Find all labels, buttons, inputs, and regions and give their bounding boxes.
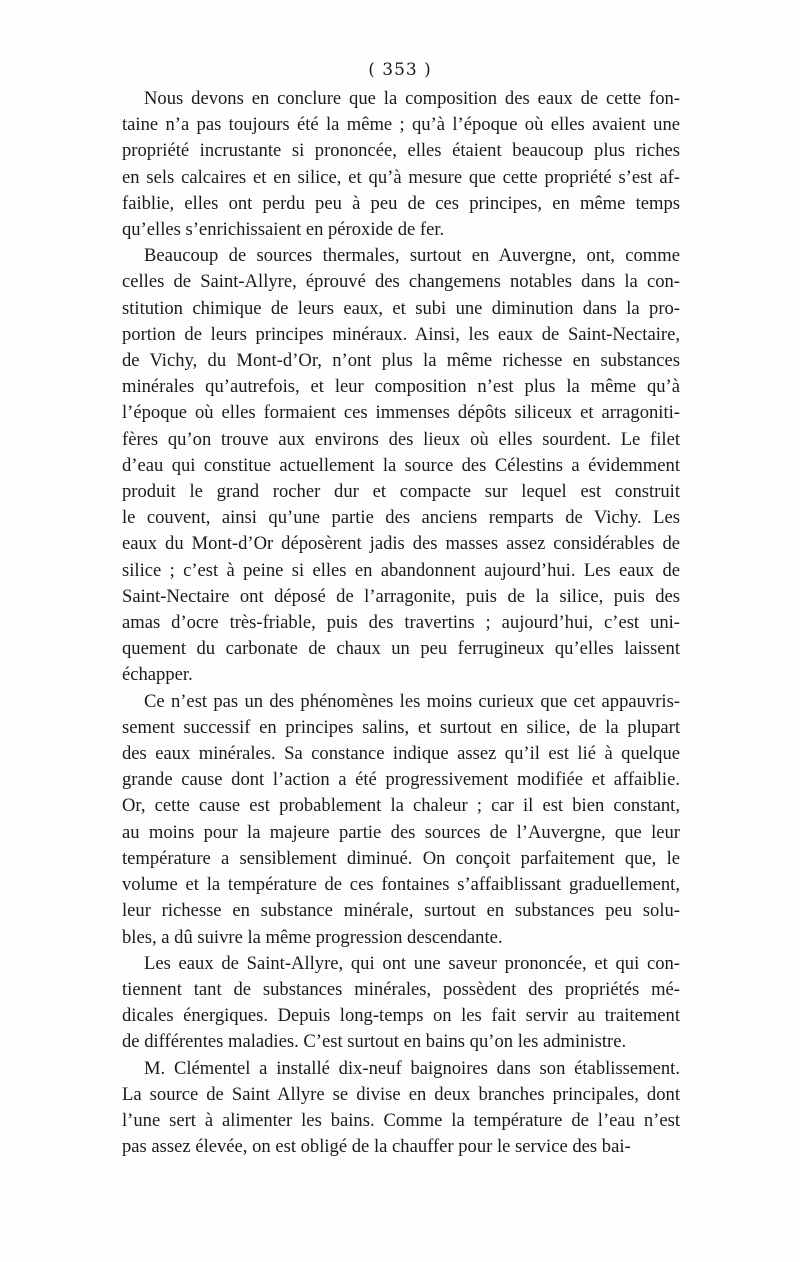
- text-line: bles, a dû suivre la même progression descendante.: [122, 926, 503, 948]
- page-number: ( 353 ): [368, 60, 432, 80]
- text-line: quement du carbonate de chaux un peu ferrugineux qu’elles laissent: [122, 638, 680, 660]
- paragraph: [122, 689, 680, 951]
- text-line: portion de leurs principes minéraux. Ainsi, les eaux de Saint-Nectaire,: [122, 323, 680, 345]
- text-line: fères qu’on trouve aux environs des lieux où elles sourdent. Le filet: [122, 428, 680, 450]
- text-line: eaux du Mont-d’Or déposèrent jadis des masses assez considérables de: [122, 533, 680, 555]
- text-line: taine n’a pas toujours été la même ; qu’à l’époque où elles avaient une: [122, 114, 680, 136]
- text-line: Les eaux de Saint-Allyre, qui ont une saveur prononcée, et qui con-: [144, 952, 680, 974]
- paragraph: [122, 243, 680, 688]
- text-line: volume et la température de ces fontaines s’affaiblissant graduellement,: [122, 874, 680, 896]
- text-line: amas d’ocre très-friable, puis des travertins ; aujourd’hui, c’est uni-: [122, 612, 680, 634]
- text-line: de différentes maladies. C’est surtout en bains qu’on les administre.: [122, 1031, 627, 1053]
- text-line: faiblie, elles ont perdu peu à peu de ces principes, en même temps: [122, 192, 680, 214]
- text-line: propriété incrustante si prononcée, elles étaient beaucoup plus riches: [122, 140, 680, 162]
- text-line: température a sensiblement diminué. On conçoit parfaitement que, le: [122, 847, 680, 869]
- text-line: pas assez élevée, on est obligé de la chauffer pour le service des bai-: [122, 1136, 631, 1158]
- text-line: au moins pour la majeure partie des sources de l’Auvergne, que leur: [122, 821, 680, 843]
- body-text: [122, 86, 680, 1160]
- text-line: celles de Saint-Allyre, éprouvé des changemens notables dans la con-: [122, 271, 680, 293]
- text-line: silice ; c’est à peine si elles en abandonnent aujourd’hui. Les eaux de: [122, 559, 680, 581]
- paragraph: [122, 1056, 680, 1161]
- text-line: le couvent, ainsi qu’une partie des anciens remparts de Vichy. Les: [122, 507, 680, 529]
- text-line: Ce n’est pas un des phénomènes les moins curieux que cet appauvris-: [144, 690, 680, 712]
- text-line: d’eau qui constitue actuellement la source des Célestins a évidemment: [122, 454, 680, 476]
- text-line: des eaux minérales. Sa constance indique assez qu’il est lié à quelque: [122, 743, 680, 765]
- text-line: l’une sert à alimenter les bains. Comme la température de l’eau n’est: [122, 1109, 680, 1131]
- text-line: stitution chimique de leurs eaux, et subi une diminution dans la pro-: [122, 297, 680, 319]
- text-line: dicales énergiques. Depuis long-temps on les fait servir au traitement: [122, 1005, 680, 1027]
- text-line: Beaucoup de sources thermales, surtout en Auvergne, ont, comme: [144, 245, 680, 267]
- text-line: minérales qu’autrefois, et leur composition n’est plus la même qu’à: [122, 376, 680, 398]
- text-line: sement successif en principes salins, et surtout en silice, de la plupart: [122, 716, 680, 738]
- text-line: de Vichy, du Mont-d’Or, n’ont plus la même richesse en substances: [122, 350, 680, 372]
- text-line: leur richesse en substance minérale, surtout en substances peu solu-: [122, 900, 680, 922]
- text-line: en sels calcaires et en silice, et qu’à mesure que cette propriété s’est af-: [122, 166, 680, 188]
- text-line: échapper.: [122, 664, 193, 686]
- text-line: M. Clémentel a installé dix-neuf baignoires dans son établissement.: [144, 1057, 680, 1079]
- text-line: l’époque où elles formaient ces immenses dépôts siliceux et arragoniti-: [122, 402, 680, 424]
- text-line: tiennent tant de substances minérales, possèdent des propriétés mé-: [122, 978, 680, 1000]
- text-line: La source de Saint Allyre se divise en deux branches principales, dont: [122, 1083, 680, 1105]
- text-line: Saint-Nectaire ont déposé de l’arragonite, puis de la silice, puis des: [122, 585, 680, 607]
- text-line: Or, cette cause est probablement la chaleur ; car il est bien constant,: [122, 795, 680, 817]
- text-line: grande cause dont l’action a été progressivement modifiée et affaiblie.: [122, 769, 680, 791]
- text-line: Nous devons en conclure que la composition des eaux de cette fon-: [144, 88, 680, 109]
- text-line: produit le grand rocher dur et compacte sur lequel est construit: [122, 481, 680, 503]
- paragraph: [122, 951, 680, 1056]
- text-line: qu’elles s’enrichissaient en péroxide de fer.: [122, 219, 445, 241]
- paragraph: [122, 86, 680, 243]
